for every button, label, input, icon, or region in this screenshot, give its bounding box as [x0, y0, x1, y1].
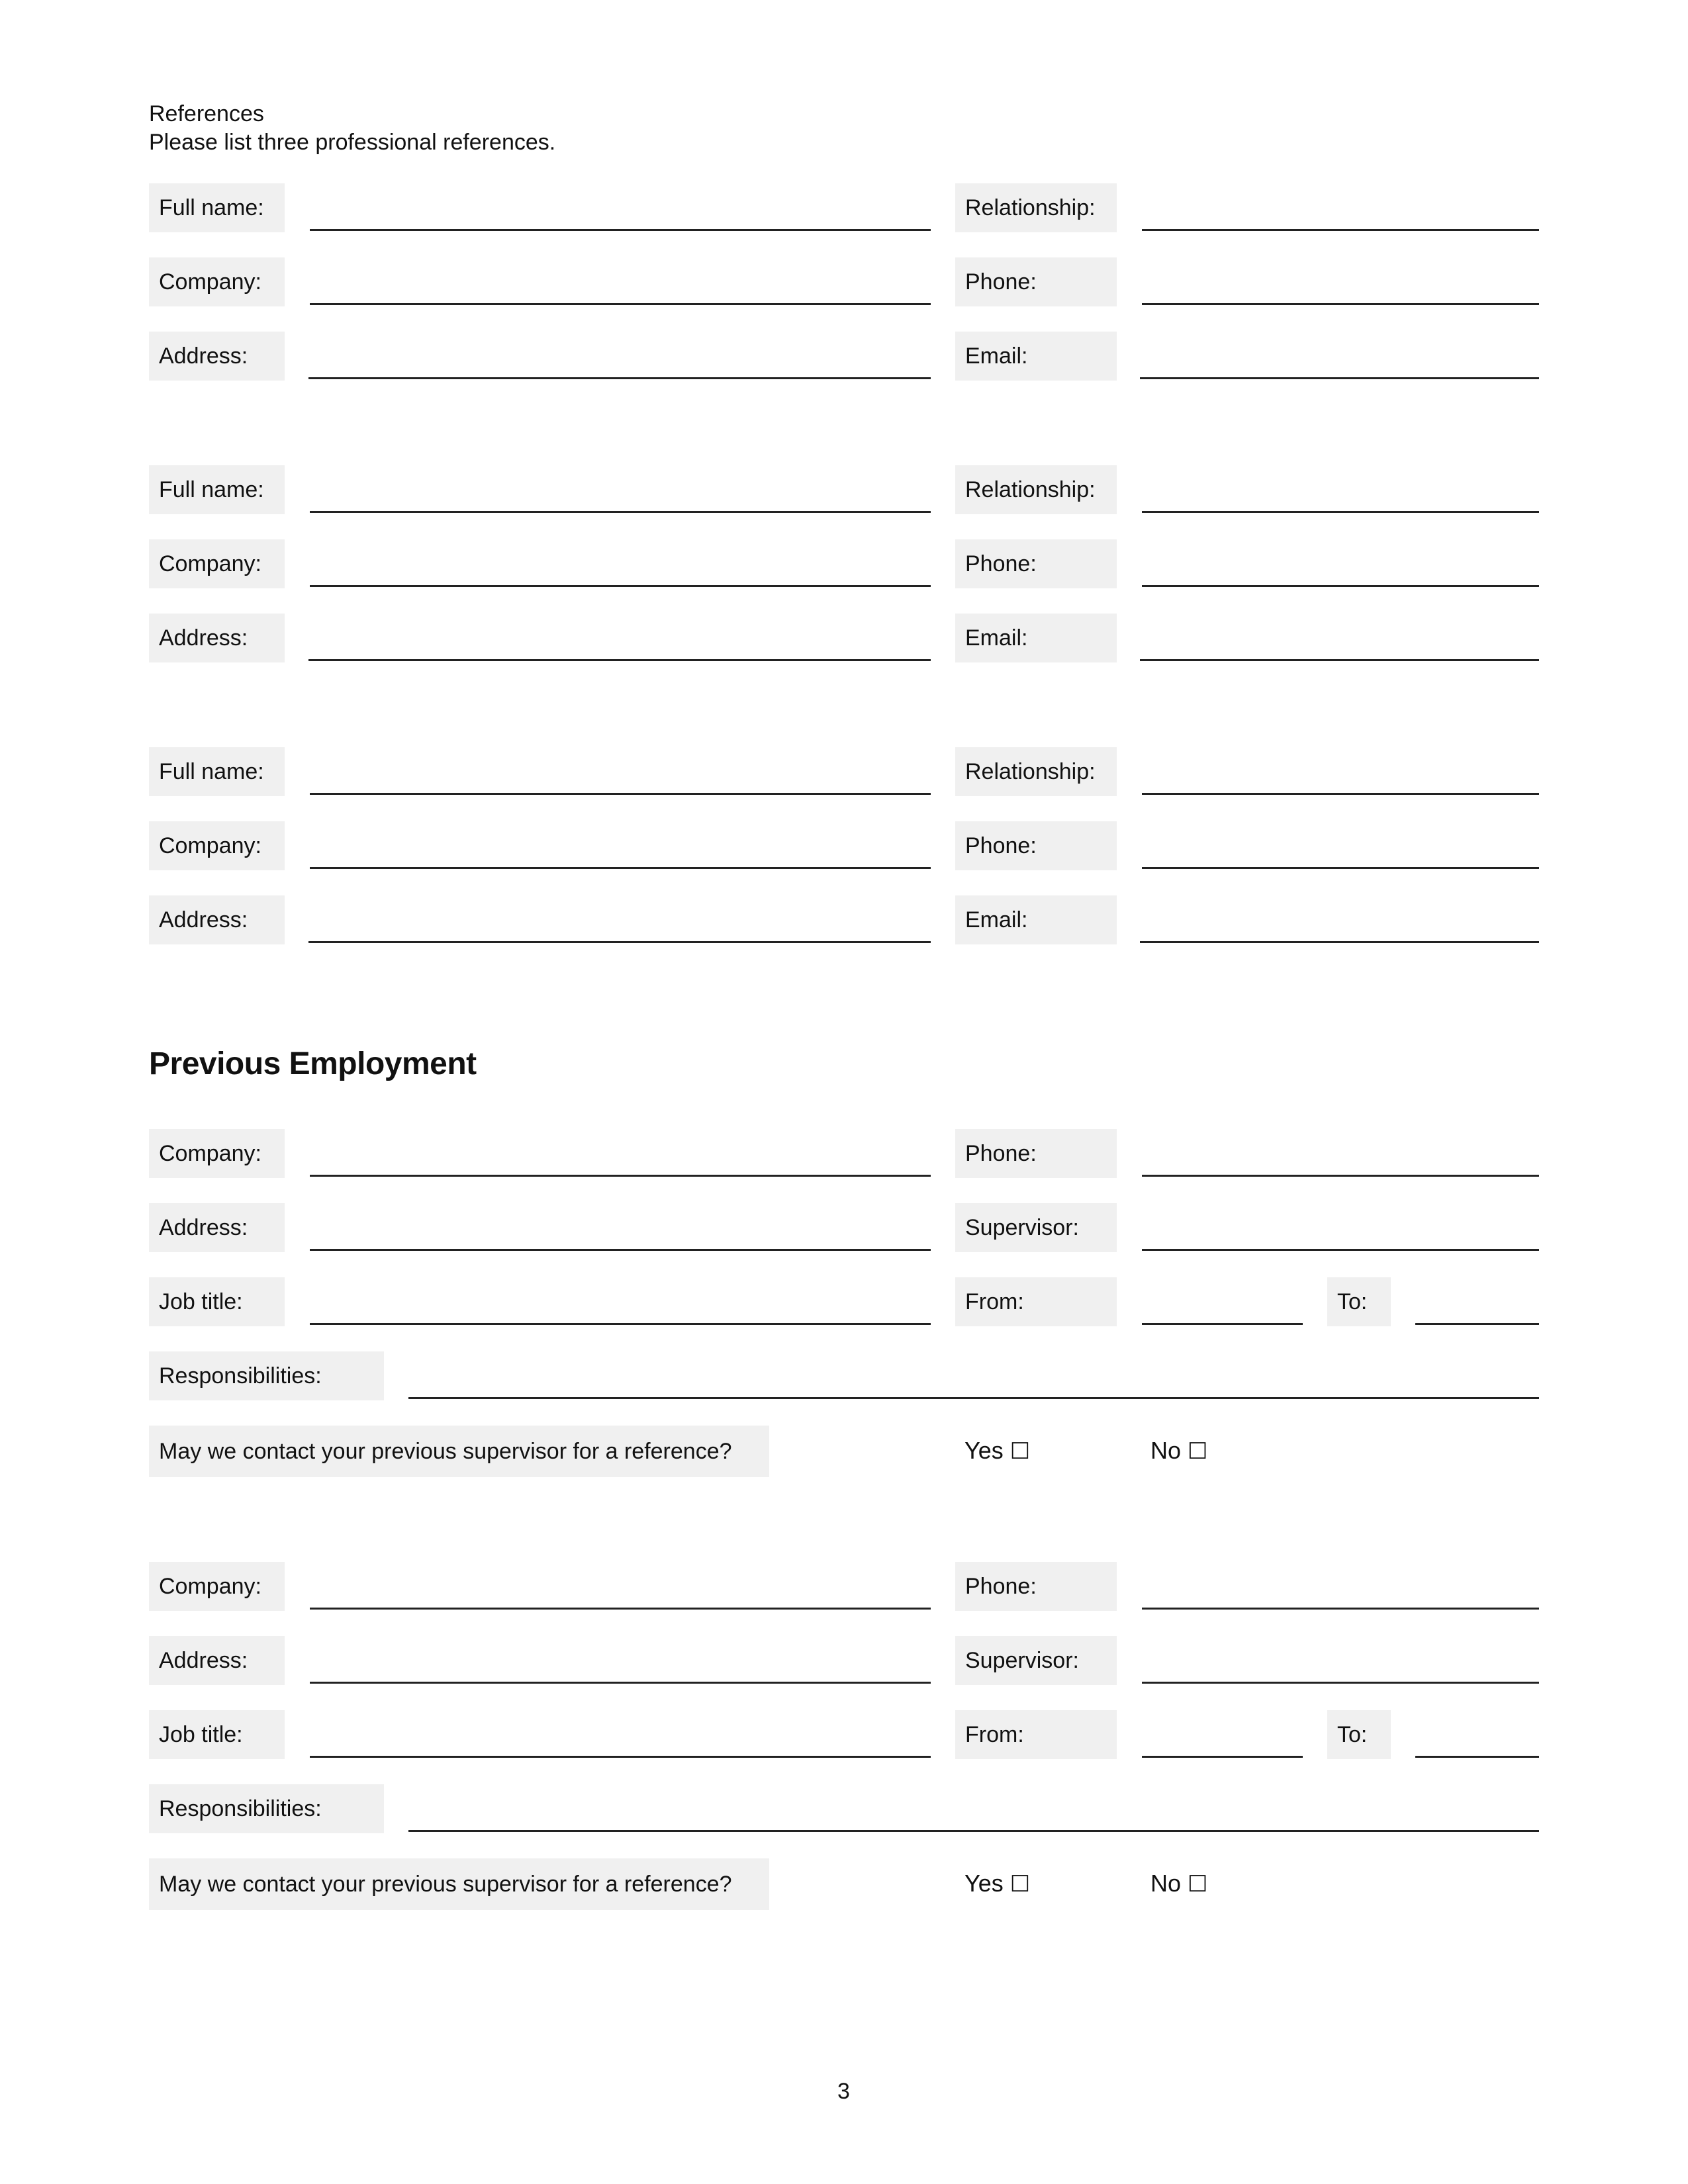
company-field[interactable]	[310, 585, 931, 587]
address-label: Address:	[149, 332, 285, 381]
yes-checkbox[interactable]	[964, 1869, 1030, 1899]
phone-label: Phone:	[955, 1562, 1117, 1611]
phone-field[interactable]	[1142, 585, 1539, 587]
company-field[interactable]	[310, 867, 931, 869]
address-label: Address:	[149, 1636, 285, 1685]
email-field[interactable]	[1140, 377, 1539, 379]
job-title-label: Job title:	[149, 1277, 285, 1326]
checkbox-icon: ☐	[1188, 1871, 1208, 1897]
address-field[interactable]	[310, 1682, 931, 1684]
from-label: From:	[955, 1277, 1117, 1326]
to-label: To:	[1327, 1277, 1391, 1326]
company-field[interactable]	[310, 1175, 931, 1177]
phone-label: Phone:	[955, 257, 1117, 306]
company-label: Company:	[149, 539, 285, 588]
contact-question-label: May we contact your previous supervisor for a reference?	[149, 1426, 769, 1477]
checkbox-icon: ☐	[1009, 1438, 1031, 1465]
references-title: References	[149, 101, 264, 126]
no-checkbox[interactable]	[1150, 1869, 1208, 1899]
company-label: Company:	[149, 821, 285, 870]
job-title-field[interactable]	[310, 1323, 931, 1325]
full-name-label: Full name:	[149, 465, 285, 514]
yes-checkbox[interactable]	[964, 1436, 1030, 1466]
no-checkbox[interactable]	[1150, 1436, 1208, 1466]
responsibilities-label: Responsibilities:	[149, 1784, 384, 1833]
responsibilities-field[interactable]	[408, 1397, 1539, 1399]
email-label: Email:	[955, 332, 1117, 381]
address-field[interactable]	[308, 659, 931, 661]
phone-field[interactable]	[1142, 303, 1539, 305]
job-title-label: Job title:	[149, 1710, 285, 1759]
yes-label: Yes	[964, 1870, 1004, 1897]
page-number: 3	[837, 2079, 850, 2104]
supervisor-label: Supervisor:	[955, 1636, 1117, 1685]
phone-field[interactable]	[1142, 867, 1539, 869]
to-field[interactable]	[1415, 1323, 1539, 1325]
to-field[interactable]	[1415, 1756, 1539, 1758]
responsibilities-field[interactable]	[408, 1830, 1539, 1832]
references-instruction: Please list three professional references.	[149, 130, 556, 155]
relationship-field[interactable]	[1142, 511, 1539, 513]
full-name-field[interactable]	[310, 511, 931, 513]
relationship-field[interactable]	[1142, 793, 1539, 795]
supervisor-field[interactable]	[1142, 1249, 1539, 1251]
checkbox-icon: ☐	[1188, 1438, 1208, 1465]
responsibilities-label: Responsibilities:	[149, 1351, 384, 1400]
email-field[interactable]	[1140, 941, 1539, 943]
company-label: Company:	[149, 1129, 285, 1178]
email-field[interactable]	[1140, 659, 1539, 661]
email-label: Email:	[955, 614, 1117, 662]
yes-label: Yes	[964, 1437, 1004, 1464]
previous-employment-heading: Previous Employment	[149, 1046, 477, 1081]
from-field[interactable]	[1142, 1323, 1303, 1325]
supervisor-field[interactable]	[1142, 1682, 1539, 1684]
company-label: Company:	[149, 1562, 285, 1611]
phone-label: Phone:	[955, 821, 1117, 870]
full-name-field[interactable]	[310, 229, 931, 231]
company-label: Company:	[149, 257, 285, 306]
phone-label: Phone:	[955, 1129, 1117, 1178]
job-title-field[interactable]	[310, 1756, 931, 1758]
relationship-field[interactable]	[1142, 229, 1539, 231]
address-field[interactable]	[308, 941, 931, 943]
no-label: No	[1150, 1870, 1182, 1897]
phone-field[interactable]	[1142, 1175, 1539, 1177]
address-label: Address:	[149, 895, 285, 944]
from-field[interactable]	[1142, 1756, 1303, 1758]
supervisor-label: Supervisor:	[955, 1203, 1117, 1252]
checkbox-icon: ☐	[1009, 1871, 1031, 1897]
address-label: Address:	[149, 1203, 285, 1252]
phone-label: Phone:	[955, 539, 1117, 588]
full-name-field[interactable]	[310, 793, 931, 795]
contact-question-label: May we contact your previous supervisor for a reference?	[149, 1858, 769, 1910]
no-label: No	[1150, 1437, 1182, 1464]
address-field[interactable]	[310, 1249, 931, 1251]
full-name-label: Full name:	[149, 183, 285, 232]
address-field[interactable]	[308, 377, 931, 379]
company-field[interactable]	[310, 303, 931, 305]
relationship-label: Relationship:	[955, 465, 1117, 514]
address-label: Address:	[149, 614, 285, 662]
to-label: To:	[1327, 1710, 1391, 1759]
relationship-label: Relationship:	[955, 183, 1117, 232]
full-name-label: Full name:	[149, 747, 285, 796]
phone-field[interactable]	[1142, 1608, 1539, 1610]
company-field[interactable]	[310, 1608, 931, 1610]
relationship-label: Relationship:	[955, 747, 1117, 796]
email-label: Email:	[955, 895, 1117, 944]
from-label: From:	[955, 1710, 1117, 1759]
